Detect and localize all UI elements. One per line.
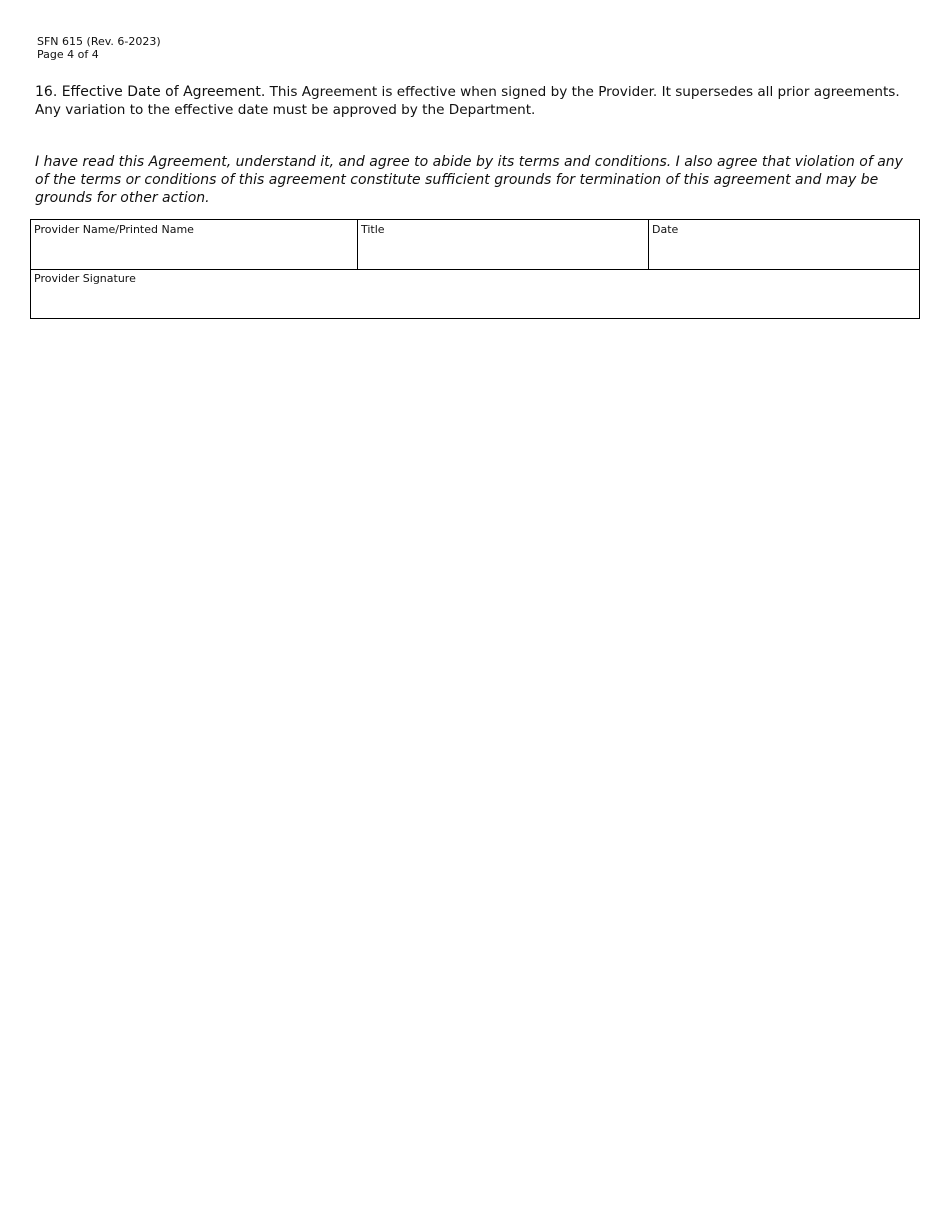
form-header	[37, 35, 161, 61]
section-16-effective-date	[35, 83, 920, 119]
section-16-body: This Agreement is effective when signed by the Provider. It supersedes all prior agreements. Any variation to the effective date must be approved by the Department.	[35, 84, 900, 118]
title-label: Title	[361, 223, 385, 236]
attestation-statement: I have read this Agreement, understand it, and agree to abide by its terms and conditions. I also agree that violation of any of the terms or conditions of this agreement constitute sufficient grounds for termination of this agreement and may be grounds for other action.	[35, 154, 903, 206]
provider-signature-field[interactable]	[31, 269, 919, 319]
signature-table-row-2	[31, 269, 919, 319]
page-indicator: Page 4 of 4	[37, 48, 99, 61]
signature-table	[30, 219, 920, 319]
section-16-heading: 16. Effective Date of Agreement.	[35, 84, 266, 100]
provider-signature-label: Provider Signature	[34, 272, 136, 285]
signature-table-row-1	[31, 220, 919, 270]
provider-name-field[interactable]	[31, 220, 358, 269]
title-field[interactable]	[358, 220, 649, 269]
date-label: Date	[652, 223, 679, 236]
date-field[interactable]	[649, 220, 919, 269]
provider-name-label: Provider Name/Printed Name	[34, 223, 194, 236]
form-number: SFN 615 (Rev. 6-2023)	[37, 35, 161, 48]
